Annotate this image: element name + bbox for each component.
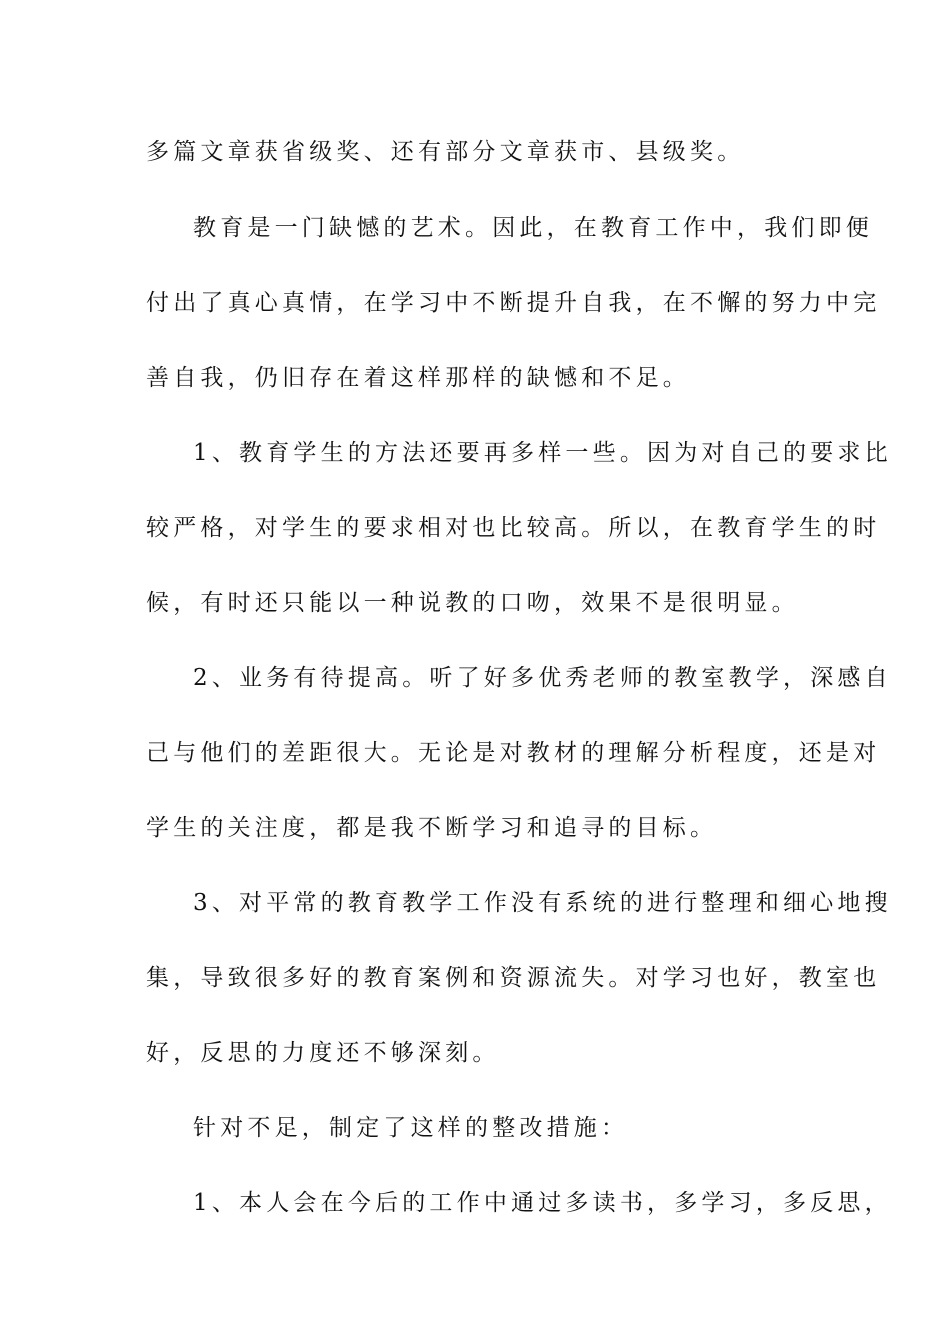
paragraph-line: 针对不足，制定了这样的整改措施：	[193, 1115, 629, 1141]
paragraph-line: 学生的关注度，都是我不断学习和追寻的目标。	[146, 815, 718, 841]
paragraph-line: 付出了真心真情，在学习中不断提升自我，在不懈的努力中完	[146, 290, 881, 316]
paragraph-line: 集，导致很多好的教育案例和资源流失。对学习也好，教室也	[146, 965, 881, 991]
paragraph-line: 善自我，仍旧存在着这样那样的缺憾和不足。	[146, 365, 690, 391]
paragraph-line: 好，反思的力度还不够深刻。	[146, 1040, 500, 1066]
paragraph-line: 己与他们的差距很大。无论是对教材的理解分析程度，还是对	[146, 740, 881, 766]
paragraph-line: 2、业务有待提高。听了好多优秀老师的教室教学，深感自	[193, 665, 892, 691]
paragraph-line: 候，有时还只能以一种说教的口吻，效果不是很明显。	[146, 590, 799, 616]
paragraph-line: 3、对平常的教育教学工作没有系统的进行整理和细心地搜	[193, 890, 892, 916]
paragraph-line: 教育是一门缺憾的艺术。因此，在教育工作中，我们即便	[193, 215, 873, 241]
paragraph-line: 较严格，对学生的要求相对也比较高。所以，在教育学生的时	[146, 515, 881, 541]
paragraph-line: 1、教育学生的方法还要再多样一些。因为对自己的要求比	[193, 440, 892, 466]
paragraph-line: 1、本人会在今后的工作中通过多读书，多学习，多反思，	[193, 1190, 892, 1216]
paragraph-line: 多篇文章获省级奖、还有部分文章获市、县级奖。	[146, 139, 745, 165]
